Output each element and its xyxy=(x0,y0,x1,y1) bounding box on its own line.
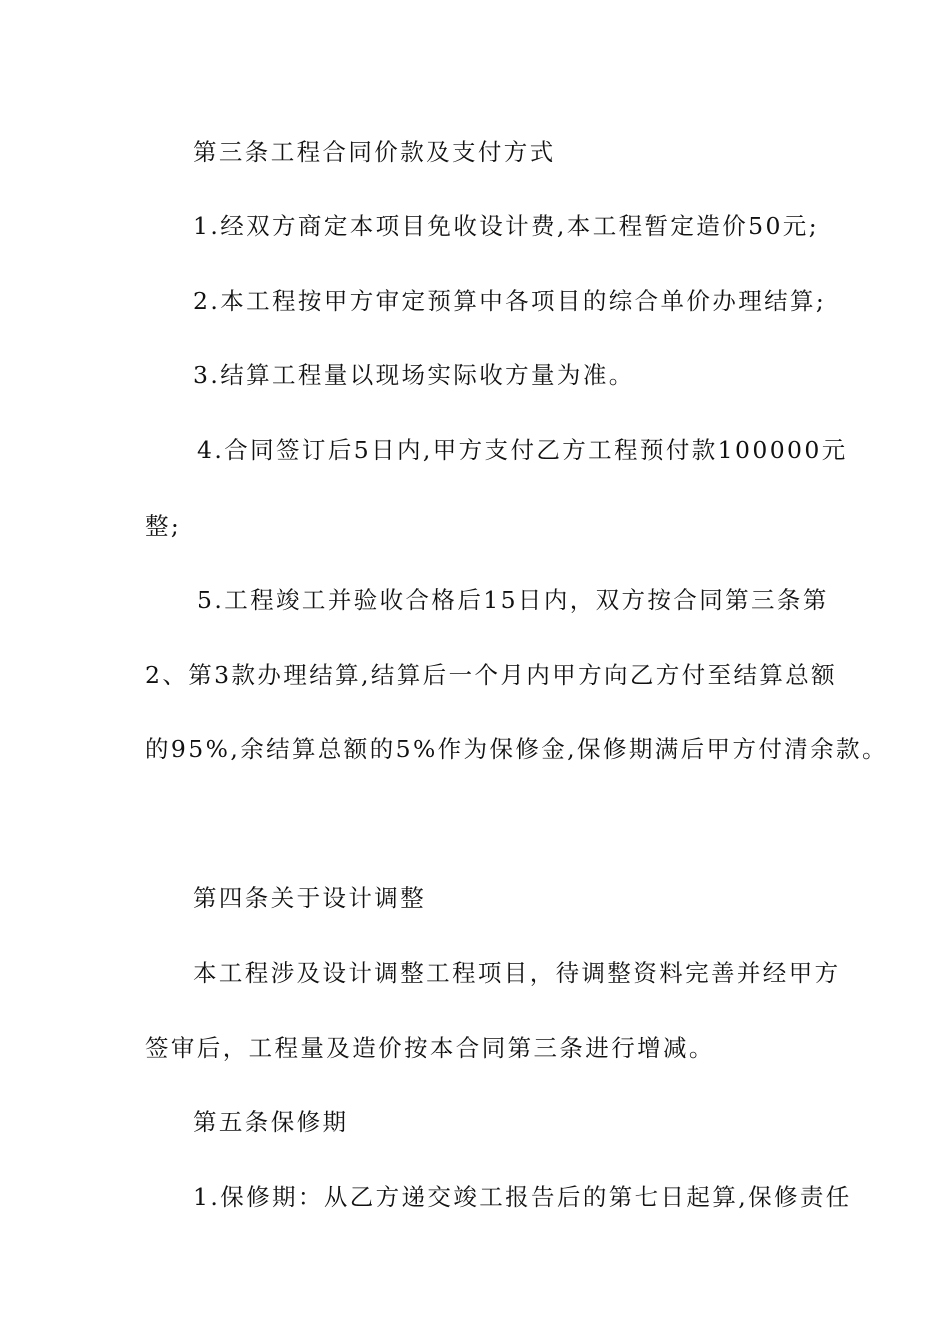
section3-item1: 1.经双方商定本项目免收设计费,本工程暂定造价50元; xyxy=(193,212,820,240)
section3-item4-line2: 整; xyxy=(145,512,182,540)
section5-heading: 第五条保修期 xyxy=(193,1108,349,1136)
section3-item5-line1: 5.工程竣工并验收合格后15日内，双方按合同第三条第 xyxy=(197,586,829,614)
section3-item5-line3: 的95%,余结算总额的5%作为保修金,保修期满后甲方付清余款。 xyxy=(145,735,888,763)
section3-item5-line2: 2、第3款办理结算,结算后一个月内甲方向乙方付至结算总额 xyxy=(145,661,838,689)
section3-item4-line1: 4.合同签订后5日内,甲方支付乙方工程预付款100000元 xyxy=(197,436,848,464)
section3-item2: 2.本工程按甲方审定预算中各项目的综合单价办理结算; xyxy=(193,287,827,315)
section4-para-line2: 签审后，工程量及造价按本合同第三条进行增减。 xyxy=(145,1034,715,1062)
section4-heading: 第四条关于设计调整 xyxy=(193,884,427,912)
section3-item3: 3.结算工程量以现场实际收方量为准。 xyxy=(193,361,635,389)
section4-para-line1: 本工程涉及设计调整工程项目，待调整资料完善并经甲方 xyxy=(193,959,841,987)
section3-heading: 第三条工程合同价款及支付方式 xyxy=(193,138,556,166)
section5-item1-line1: 1.保修期：从乙方递交竣工报告后的第七日起算,保修责任 xyxy=(193,1183,852,1211)
